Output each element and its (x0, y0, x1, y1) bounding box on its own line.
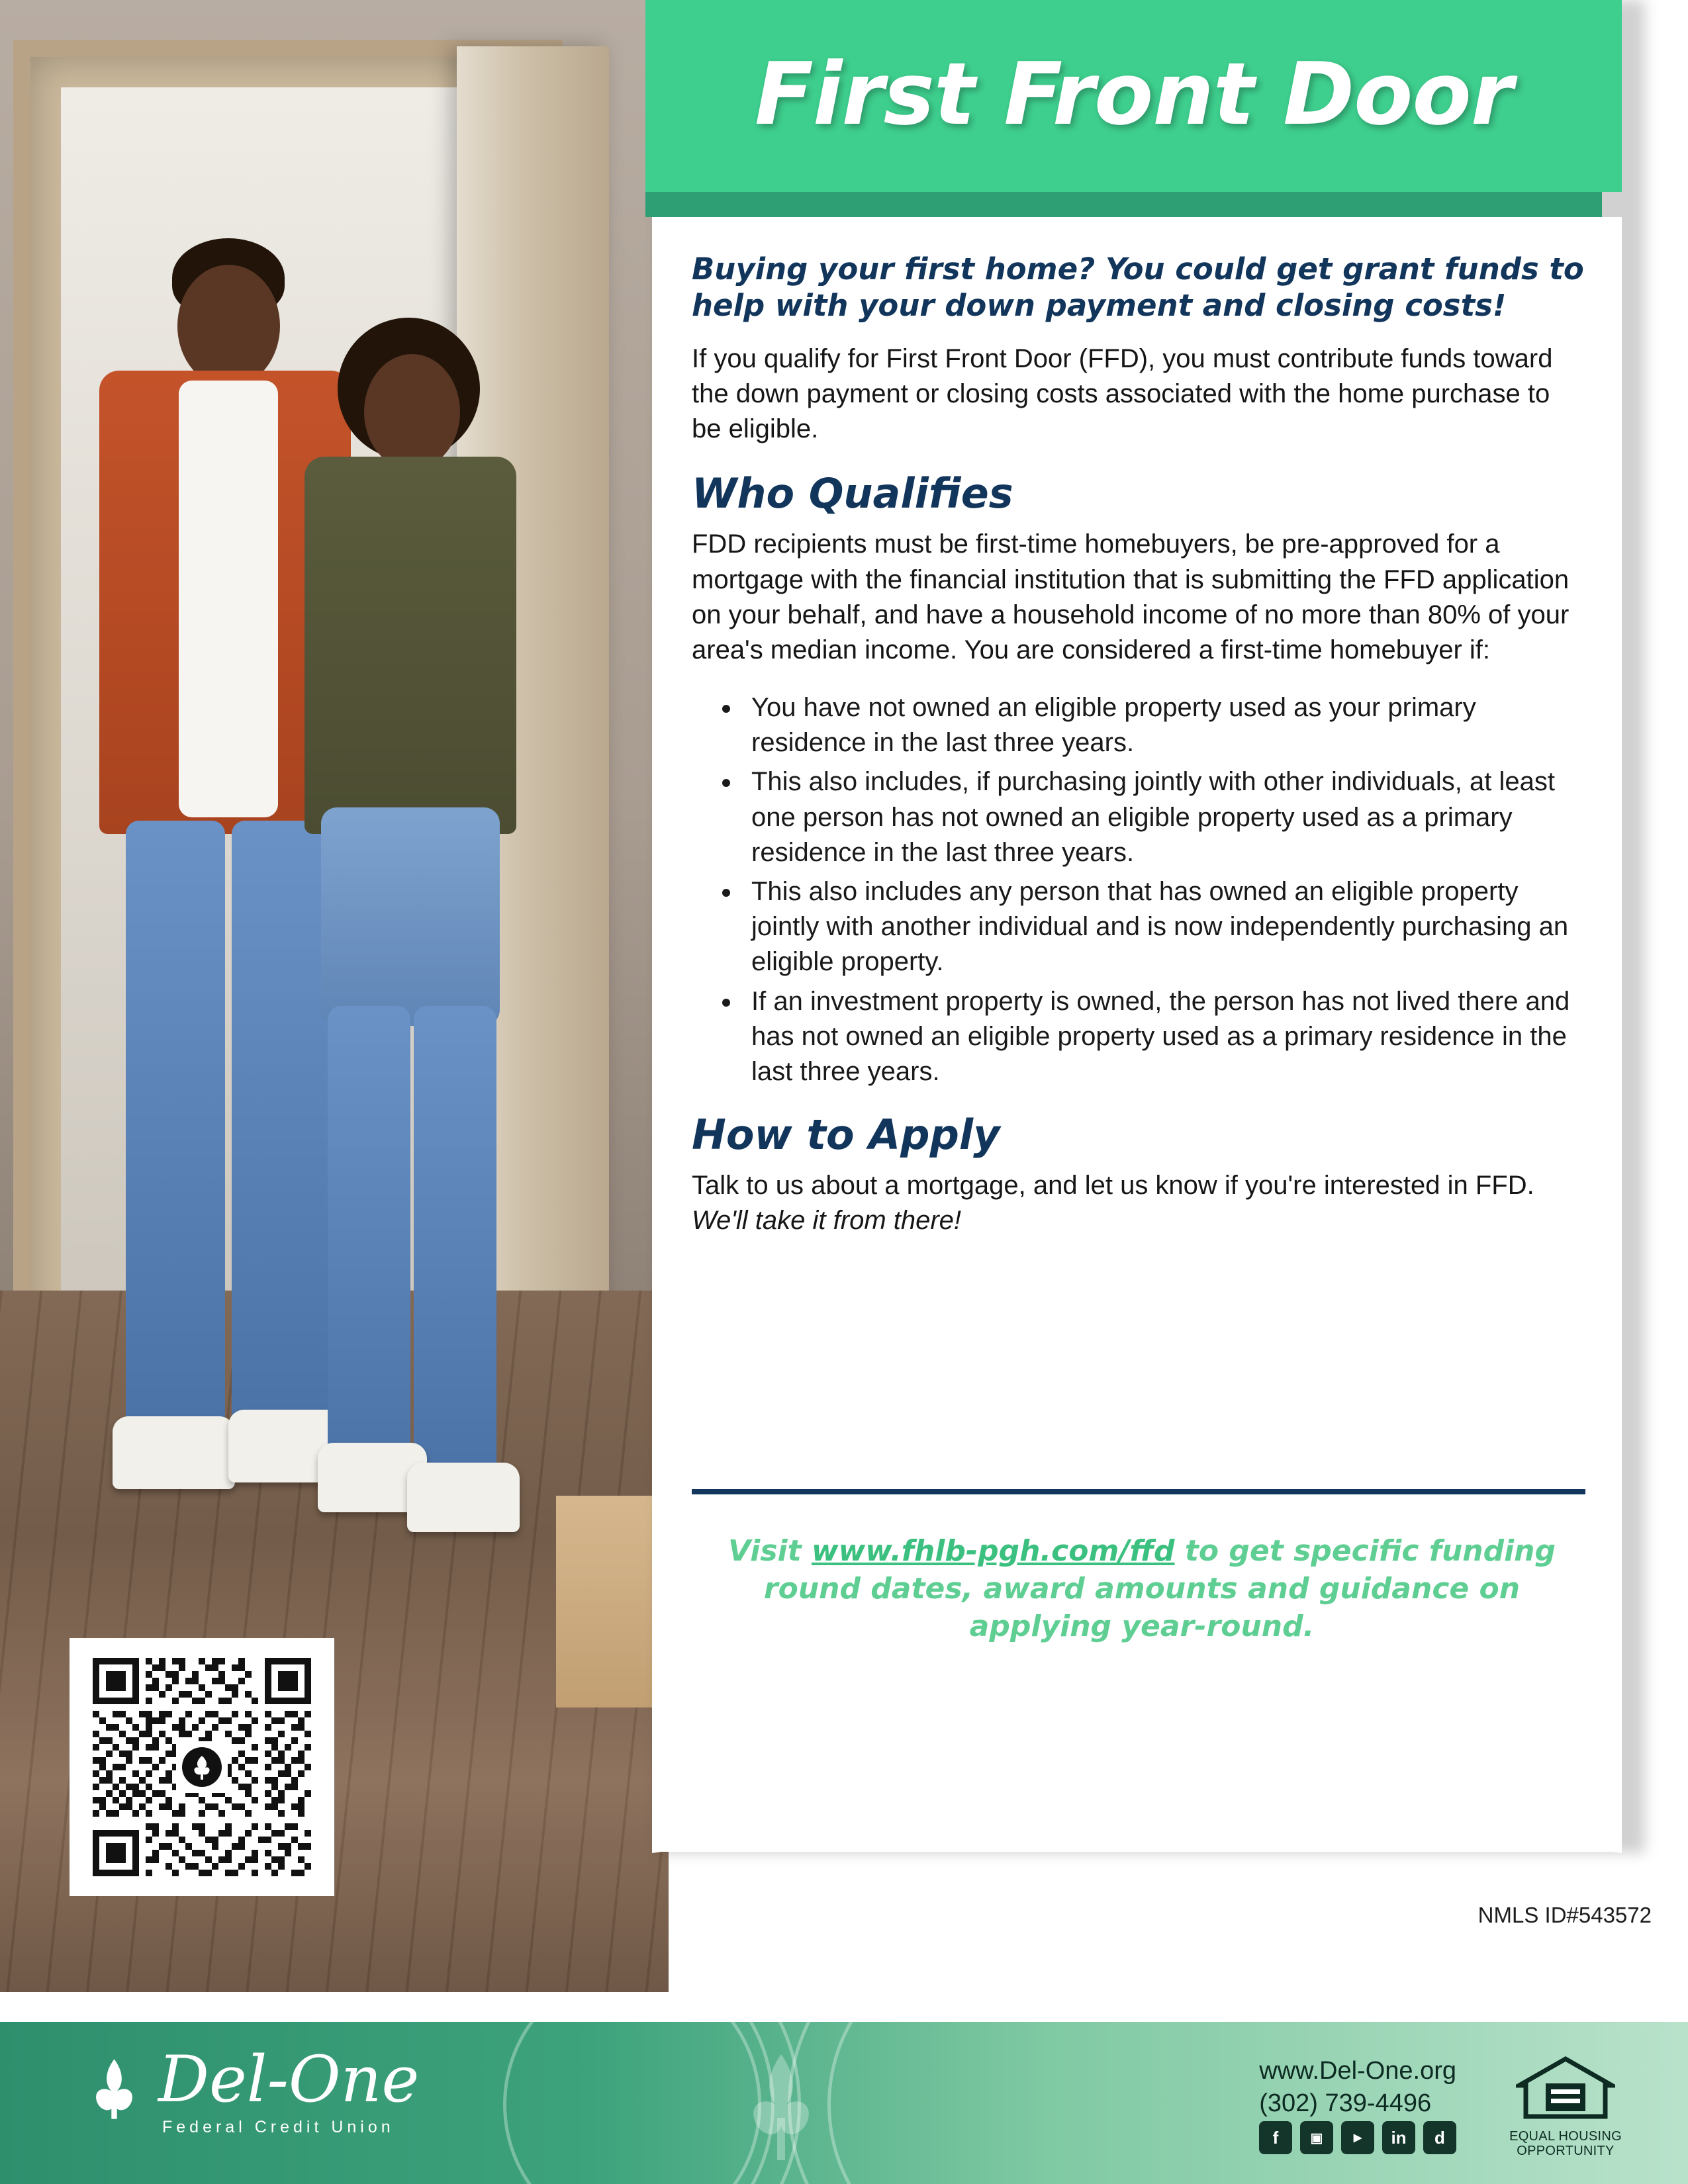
footer-decorative-art (503, 2022, 1046, 2184)
facebook-icon[interactable]: f (1259, 2121, 1292, 2154)
cta-block (698, 1532, 1585, 1646)
banner-header (645, 0, 1622, 192)
contact-info (1259, 2055, 1456, 2119)
phone-number[interactable]: (302) 739-4496 (1259, 2089, 1432, 2117)
footer (0, 2022, 1688, 2184)
qualification-list (692, 690, 1585, 1089)
website-url[interactable]: www.Del-One.org (1259, 2057, 1456, 2085)
photo-person-woman (291, 318, 530, 1522)
brand-name: Del-One (158, 2042, 420, 2116)
equal-housing-logo (1489, 2054, 1642, 2158)
equal-housing-line2: OPPORTUNITY (1517, 2144, 1615, 2158)
banner-header-strip (645, 192, 1602, 217)
equal-housing-line1: EQUAL HOUSING (1509, 2129, 1622, 2144)
qr-code-block[interactable] (70, 1638, 334, 1896)
leaf-icon (715, 2038, 847, 2171)
how-to-apply-emphasis: We'll take it from there! (692, 1206, 962, 1236)
list-item: • This also includes any person that has owned an eligible property jointly with another individual and is now independently purchasing an eligible property. (742, 874, 1585, 980)
list-item: • You have not owned an eligible property used as your primary residence in the last three years. (742, 690, 1585, 760)
tiktok-icon[interactable]: d (1423, 2121, 1456, 2154)
content-area (692, 251, 1585, 1261)
brand-logo (79, 2042, 420, 2137)
page-title: First Front Door (755, 44, 1513, 144)
instagram-icon[interactable]: ▣ (1300, 2121, 1333, 2154)
who-qualifies-paragraph: FDD recipients must be first-time homebuyers, be pre-approved for a mortgage with the financial institution that is submitting the FFD application on your behalf, and have a household income of no more than 80% of your area's median income. You are considered a first-time homebuyer if: (692, 529, 1570, 664)
nmls-id: NMLS ID#543572 (1477, 1903, 1652, 1927)
tree-logo-icon (79, 2054, 149, 2123)
tree-logo-icon (181, 1747, 222, 1788)
how-to-apply-paragraph (692, 1168, 1585, 1238)
cta-suffix: to get specific funding round dates, award amounts and guidance on applying year-round. (763, 1534, 1556, 1644)
section-heading-how-to-apply: How to Apply (692, 1111, 1000, 1160)
brand-subtitle: Federal Credit Union (162, 2118, 395, 2137)
youtube-icon[interactable]: ▶ (1341, 2121, 1374, 2154)
social-links[interactable] (1259, 2121, 1456, 2154)
content-divider (692, 1489, 1585, 1494)
lead-paragraph: Buying your first home? You could get grant funds to help with your down payment and closing costs! (692, 251, 1584, 323)
cta-prefix: Visit (727, 1534, 812, 1568)
list-item: • If an investment property is owned, the person has not lived there and has not owned an eligible property used as a primary residence in the last three years. (742, 984, 1585, 1090)
section-heading-who-qualifies: Who Qualifies (692, 469, 1013, 518)
intro-paragraph: If you qualify for First Front Door (FFD), you must contribute funds toward the down payment or closing costs associated with the home purchase to be eligible. (692, 343, 1553, 444)
list-item: • This also includes, if purchasing jointly with other individuals, at least one person has not owned an eligible property used as a primary residence in the last three years. (742, 764, 1585, 870)
how-to-apply-text: Talk to us about a mortgage, and let us know if you're interested in FFD. (692, 1171, 1534, 1201)
linkedin-icon[interactable]: in (1382, 2121, 1415, 2154)
qr-logo-badge (176, 1741, 228, 1793)
ffd-website-link[interactable]: www.fhlb-pgh.com/ffd (811, 1534, 1175, 1568)
equal-housing-icon (1516, 2054, 1615, 2126)
